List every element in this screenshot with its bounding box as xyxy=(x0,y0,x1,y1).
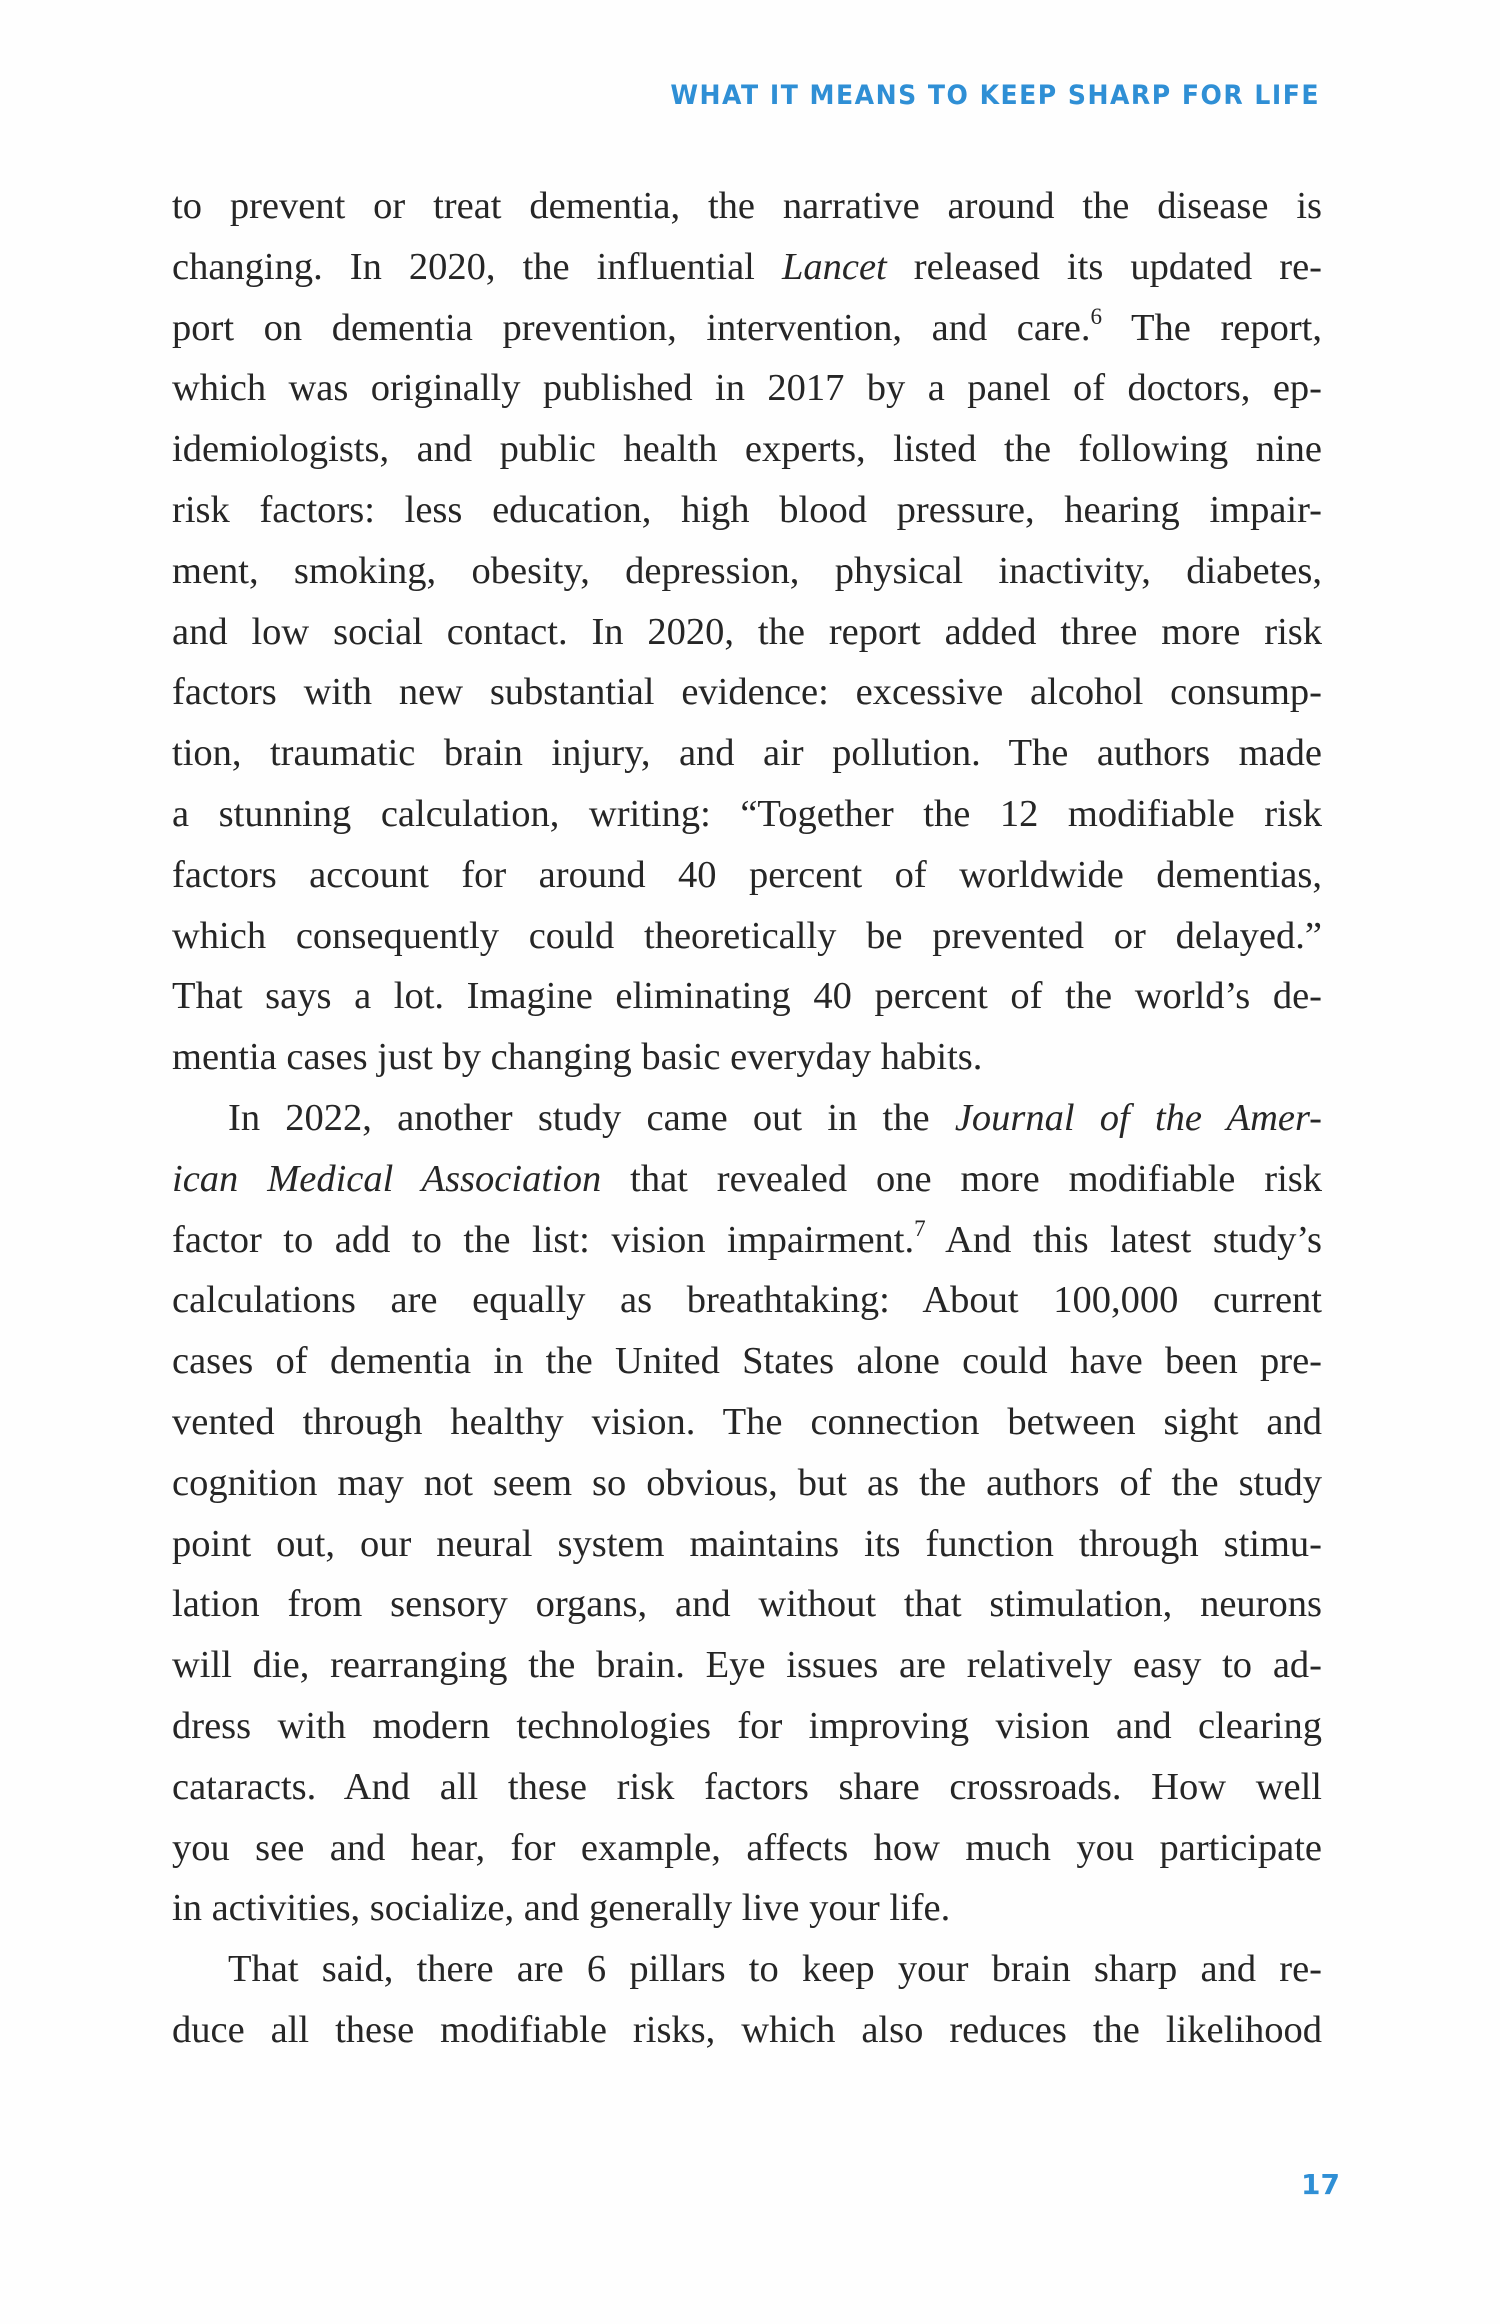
text-run: calculations are equally as breathtaking: About 100,000 current xyxy=(172,1279,1322,1322)
text-run: which consequently could theoretically be prevented or delayed.” xyxy=(172,914,1322,957)
text-line xyxy=(172,237,1322,298)
text-line xyxy=(172,1331,1322,1392)
text-run: idemiologists, and public health experts, listed the following nine xyxy=(172,428,1322,471)
text-line xyxy=(172,966,1322,1027)
text-run: The report, xyxy=(1102,306,1322,349)
text-line xyxy=(172,1088,1322,1149)
body-text xyxy=(172,176,1322,2061)
text-line xyxy=(172,480,1322,541)
text-line xyxy=(172,1210,1322,1271)
text-run: factors with new substantial evidence: excessive alcohol consump- xyxy=(172,671,1322,714)
paragraph xyxy=(172,176,1322,1088)
text-line xyxy=(172,1270,1322,1331)
text-run: which was originally published in 2017 by a panel of doctors, ep- xyxy=(172,367,1322,410)
footnote-marker: 7 xyxy=(914,1214,926,1241)
text-line xyxy=(172,1757,1322,1818)
text-line xyxy=(172,541,1322,602)
text-run: lation from sensory organs, and without that stimulation, neurons xyxy=(172,1583,1322,1626)
text-line xyxy=(172,358,1322,419)
text-line xyxy=(172,1392,1322,1453)
text-line xyxy=(172,419,1322,480)
text-run: cataracts. And all these risk factors share crossroads. How well xyxy=(172,1765,1322,1808)
text-run: tion, traumatic brain injury, and air pollution. The authors made xyxy=(172,732,1322,775)
paragraph xyxy=(172,1939,1322,2061)
text-run: mentia cases just by changing basic everyday habits. xyxy=(172,1036,983,1079)
text-line xyxy=(172,1514,1322,1575)
text-run: That said, there are 6 pillars to keep your brain sharp and re- xyxy=(228,1948,1322,1991)
text-run: and low social contact. In 2020, the report added three more risk xyxy=(172,610,1322,653)
text-line xyxy=(172,1878,1322,1939)
text-line xyxy=(172,298,1322,359)
text-line xyxy=(172,906,1322,967)
text-line xyxy=(172,176,1322,237)
footnote-marker: 6 xyxy=(1090,302,1103,329)
text-run: to prevent or treat dementia, the narrative around the disease is xyxy=(172,185,1322,227)
text-run: duce all these modifiable risks, which also reduces the likelihood xyxy=(172,2008,1322,2051)
text-line xyxy=(172,1027,1322,1088)
text-line xyxy=(172,1696,1322,1757)
text-line xyxy=(172,1939,1322,2000)
text-run: factor to add to the list: vision impairment. xyxy=(172,1218,915,1261)
text-line xyxy=(172,1818,1322,1879)
text-line xyxy=(172,845,1322,906)
text-run: point out, our neural system maintains its function through stimu- xyxy=(172,1522,1322,1565)
text-line xyxy=(172,1149,1322,1210)
text-run: In 2022, another study came out in the xyxy=(228,1096,955,1139)
paragraph xyxy=(172,1088,1322,1939)
text-run: changing. In 2020, the influential xyxy=(172,245,782,288)
text-line xyxy=(172,1635,1322,1696)
text-run: And this latest study’s xyxy=(925,1218,1323,1261)
text-run: you see and hear, for example, affects how much you participate xyxy=(172,1826,1322,1869)
page-number: 17 xyxy=(1301,2168,1340,2201)
text-line xyxy=(172,723,1322,784)
text-run: port on dementia prevention, intervention, and care. xyxy=(172,306,1091,349)
italic-title: ican Medical Association xyxy=(172,1157,602,1200)
text-run: released its updated re- xyxy=(886,245,1322,288)
text-line xyxy=(172,784,1322,845)
text-run: vented through healthy vision. The connection between sight and xyxy=(172,1400,1322,1443)
text-run: That says a lot. Imagine eliminating 40 percent of the world’s de- xyxy=(172,975,1322,1018)
italic-title: Journal of the Amer- xyxy=(954,1096,1322,1139)
italic-title: Lancet xyxy=(781,245,887,288)
text-run: risk factors: less education, high blood pressure, hearing impair- xyxy=(172,488,1322,531)
text-run: in activities, socialize, and generally live your life. xyxy=(172,1887,951,1930)
text-run: cases of dementia in the United States alone could have been pre- xyxy=(172,1340,1322,1383)
text-line xyxy=(172,2000,1322,2061)
text-run: ment, smoking, obesity, depression, physical inactivity, diabetes, xyxy=(172,549,1322,592)
text-run: will die, rearranging the brain. Eye issues are relatively easy to ad- xyxy=(172,1644,1322,1687)
text-line xyxy=(172,662,1322,723)
text-line xyxy=(172,1574,1322,1635)
text-run: that revealed one more modifiable risk xyxy=(601,1157,1323,1200)
text-run: factors account for around 40 percent of worldwide dementias, xyxy=(172,853,1322,896)
text-line xyxy=(172,602,1322,663)
running-head: WHAT IT MEANS TO KEEP SHARP FOR LIFE xyxy=(670,80,1320,111)
text-run: cognition may not seem so obvious, but as the authors of the study xyxy=(172,1461,1322,1504)
text-run: dress with modern technologies for improving vision and clearing xyxy=(172,1704,1322,1747)
text-run: a stunning calculation, writing: “Together the 12 modifiable risk xyxy=(172,792,1322,835)
text-line xyxy=(172,1453,1322,1514)
